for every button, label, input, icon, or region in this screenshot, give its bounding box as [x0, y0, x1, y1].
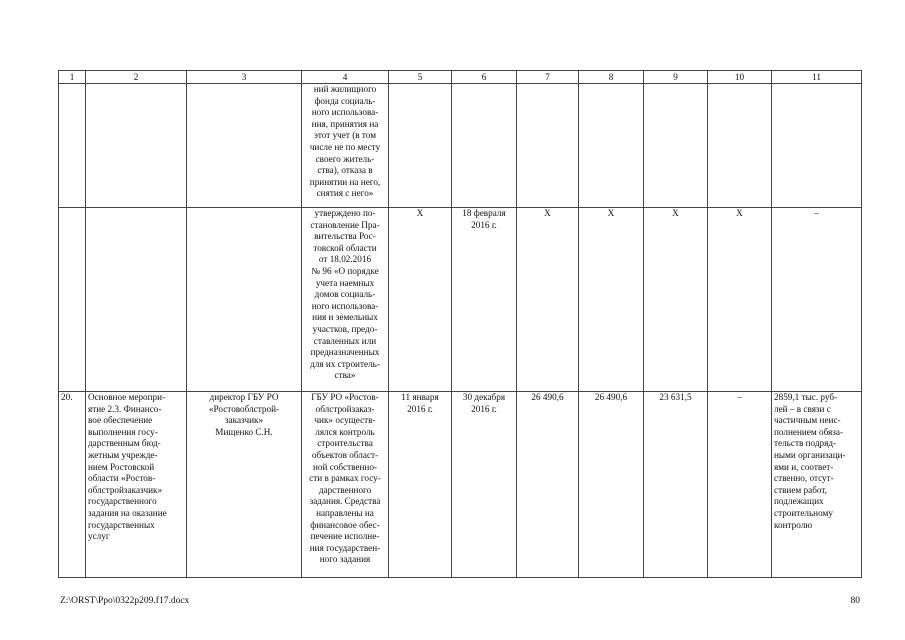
cell-value-8: Х: [579, 208, 644, 392]
cell-end-date: [452, 392, 517, 578]
text-line: полнением обяза-: [774, 426, 844, 437]
text-line: ствием работ,: [774, 484, 827, 495]
text-line: ставленных или: [313, 335, 377, 346]
cell-empty: [86, 208, 187, 392]
text-line: контролю: [774, 519, 813, 530]
text-line: вительства Рос-: [314, 231, 376, 242]
column-number-row: [59, 71, 862, 84]
cell-service-description: [302, 84, 389, 208]
text-line: 18 февраля: [462, 208, 506, 218]
table-row: [59, 392, 862, 578]
text-line: утверждено по-: [314, 208, 376, 218]
text-line: дарственным бюд-: [88, 438, 161, 449]
text-line: ственно, отсут-: [774, 473, 834, 484]
text-line: лялся контроль: [315, 426, 375, 437]
text-line: печение исполне-: [310, 531, 380, 542]
text-line: от 18.02.2016: [318, 254, 372, 265]
cell-note: [772, 392, 862, 578]
text-line: ства»: [334, 370, 356, 381]
text-line: услуг: [88, 531, 110, 542]
text-line: частичным неис-: [774, 415, 841, 426]
cell-start-date: [389, 392, 452, 578]
cell-actual-date: [452, 208, 517, 392]
cell-empty: [579, 84, 644, 208]
text-line: ного использова-: [311, 300, 379, 311]
cell-empty: [59, 84, 86, 208]
text-line: ятие 2.3. Финансо-: [88, 403, 162, 414]
text-line: 2859,1 тыс. руб-: [774, 392, 838, 402]
text-line: облстройзаказчик»: [88, 484, 163, 495]
text-line: этот учет (в том: [313, 130, 377, 141]
text-line: государственного: [88, 496, 157, 507]
text-line: ного использова-: [311, 107, 379, 118]
text-line: нием Ростовской: [88, 461, 155, 472]
report-table: [58, 70, 862, 578]
cell-empty: [187, 84, 302, 208]
cell-responsible: [187, 392, 302, 578]
column-number-11: 11: [772, 71, 862, 84]
cell-empty: [452, 84, 517, 208]
text-line: вое обеспечение: [88, 415, 153, 426]
cell-value-10: –: [708, 392, 772, 578]
text-line: направлены на: [316, 507, 374, 518]
cell-empty: [517, 84, 579, 208]
text-line: дарственного: [318, 484, 372, 495]
text-line: сти в рамках госу-: [309, 473, 381, 484]
text-line: области «Ростов-: [88, 473, 156, 484]
column-number-3: 3: [187, 71, 302, 84]
column-number-4: 4: [302, 71, 389, 84]
text-line: 11 января: [401, 392, 439, 402]
text-line: снятия с него»: [316, 188, 374, 199]
cell-empty: [708, 84, 772, 208]
text-line: Основное меропри-: [88, 392, 166, 402]
cell-value-8: 26 490,6: [579, 392, 644, 578]
cell-value-9: Х: [644, 208, 708, 392]
text-line: строительства: [317, 438, 373, 449]
column-number-6: 6: [452, 71, 517, 84]
text-line: 2016 г.: [471, 219, 497, 230]
text-line: задания. Средства: [309, 496, 381, 507]
cell-value-9: 23 631,5: [644, 392, 708, 578]
text-line: объектов област-: [311, 449, 379, 460]
cell-empty: [187, 208, 302, 392]
text-line: принятии на него,: [309, 176, 381, 187]
page-number: 80: [850, 596, 860, 606]
cell-resolution-text: [302, 208, 389, 392]
text-line: ями и, соответ-: [774, 461, 834, 472]
column-number-9: 9: [644, 71, 708, 84]
text-line: Мищенко С.Н.: [215, 426, 273, 437]
cell-result-description: [302, 392, 389, 578]
column-number-7: 7: [517, 71, 579, 84]
cell-row-number: 20.: [59, 392, 86, 578]
column-number-5: 5: [389, 71, 452, 84]
text-line: ния, принятия на: [311, 118, 379, 129]
text-line: товской области: [313, 242, 377, 253]
cell-empty: [86, 84, 187, 208]
cell-empty: [59, 208, 86, 392]
text-line: домов социаль-: [314, 289, 376, 300]
text-line: заказчик»: [224, 415, 264, 426]
text-line: числе не по месту: [309, 141, 381, 152]
text-line: ного задания: [319, 554, 371, 565]
document-path: Z:\ORST\Ppo\0322p209.f17.docx: [60, 596, 190, 606]
text-line: фонда социаль-: [314, 95, 376, 106]
text-line: ными организаци-: [774, 449, 846, 460]
text-line: государственных: [88, 519, 155, 530]
cell-empty: [772, 84, 862, 208]
text-line: становление Пра-: [310, 219, 380, 230]
text-line: ний жилищного: [313, 84, 377, 94]
cell-value-7: Х: [517, 208, 579, 392]
cell-value-10: Х: [708, 208, 772, 392]
text-line: предназначенных: [310, 347, 380, 358]
text-line: выполнения госу-: [88, 426, 158, 437]
text-line: учета наемных: [315, 277, 375, 288]
cell-value-7: 26 490,6: [517, 392, 579, 578]
table-row: [59, 84, 862, 208]
text-line: лей – в связи с: [774, 403, 831, 414]
cell-empty: [389, 84, 452, 208]
text-line: задания на оказание: [88, 507, 167, 518]
text-line: 2016 г.: [471, 403, 497, 414]
cell-activity-name: [86, 392, 187, 578]
column-number-2: 2: [86, 71, 187, 84]
column-number-10: 10: [708, 71, 772, 84]
text-line: ГБУ РО «Ростов-: [311, 392, 379, 402]
text-line: ной собственно-: [312, 461, 377, 472]
text-line: подлежащих: [774, 496, 824, 507]
column-number-8: 8: [579, 71, 644, 84]
text-line: своего житель-: [315, 153, 375, 164]
text-line: чик» осуществ-: [314, 415, 376, 426]
text-line: ния и земельных: [312, 312, 378, 323]
text-line: ния государствен-: [309, 542, 381, 553]
cell-empty: [644, 84, 708, 208]
text-line: № 96 «О порядке: [311, 265, 379, 276]
column-number-1: 1: [59, 71, 86, 84]
cell-note: –: [772, 208, 862, 392]
text-line: 30 декабря: [462, 392, 506, 402]
text-line: ства), отказа в: [317, 165, 373, 176]
text-line: 2016 г.: [407, 403, 433, 414]
text-line: строительному: [774, 507, 833, 518]
text-line: директор ГБУ РО: [209, 392, 279, 402]
text-line: жетным учрежде-: [88, 449, 158, 460]
text-line: финансовое обес-: [310, 519, 380, 530]
text-line: облстройзаказ-: [315, 403, 375, 414]
text-line: для их строитель-: [310, 358, 380, 369]
text-line: «Ростовоблстрой-: [208, 403, 280, 414]
cell-plan-start: Х: [389, 208, 452, 392]
text-line: тельств подряд-: [774, 438, 837, 449]
text-line: участков, предо-: [312, 323, 378, 334]
table-row: [59, 208, 862, 392]
